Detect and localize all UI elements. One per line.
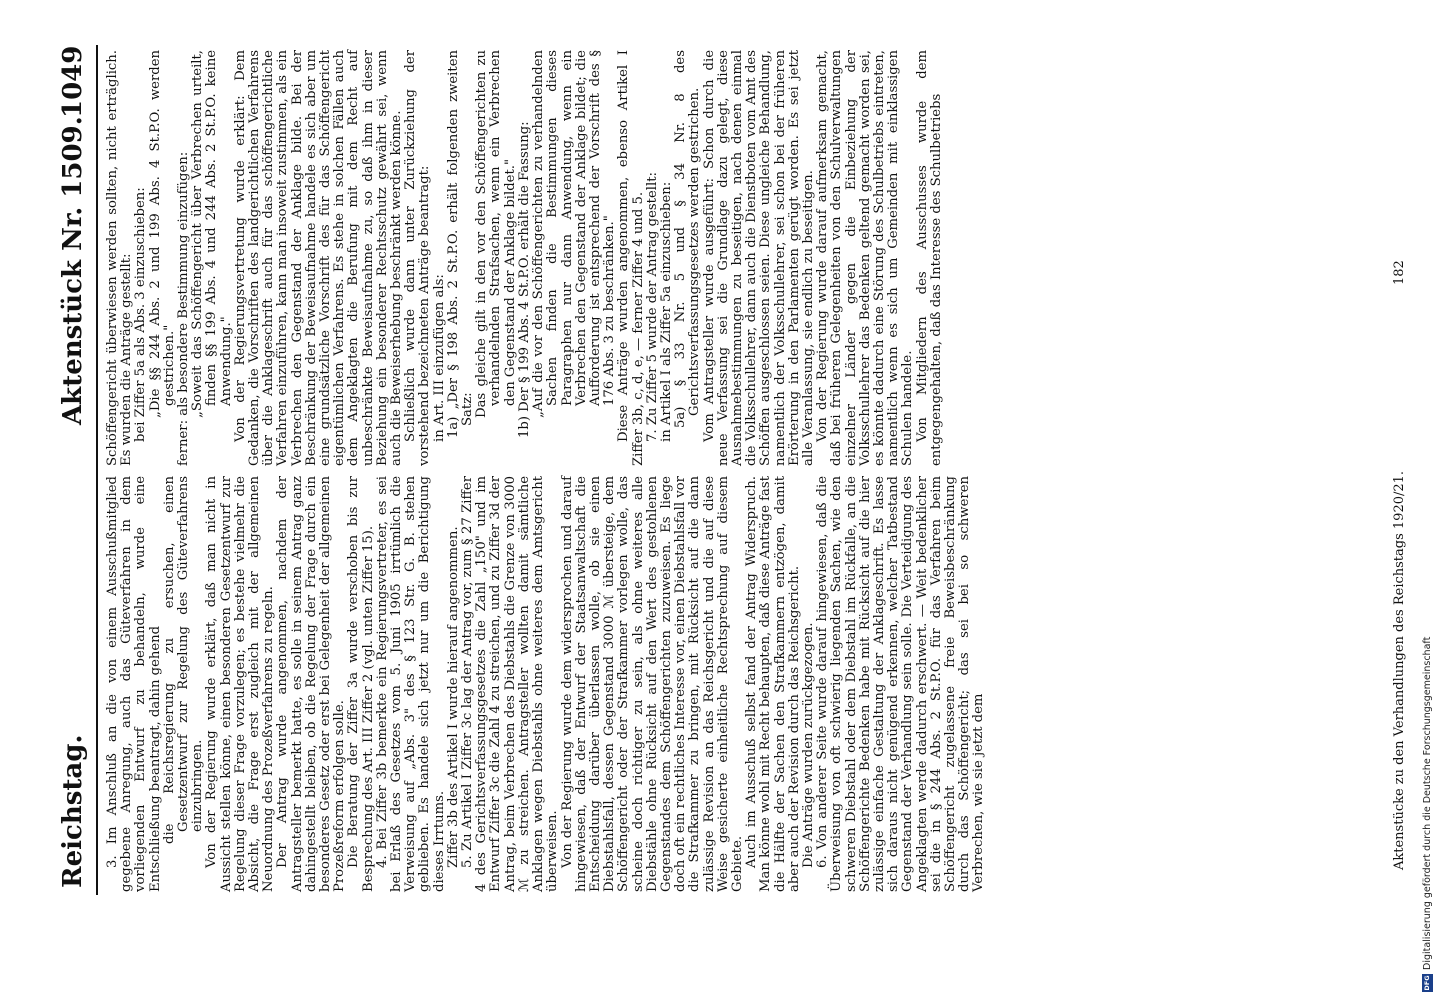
paragraph: 3. Im Anschluß an die von einem Ausschußmitglied gegebene Anregung, auch das Güteverfahren in dem vorliegenden Entwurf zu behandeln, wurde eine Entschließung beantragt, dahin gehend <box>105 476 163 892</box>
paragraph: Die Anträge wurden zurückgezogen. <box>800 622 816 868</box>
paragraph: 5. Zu Artikel I Ziffer 3c lag der Antrag vor, zum § 27 Ziffer 4 des Gerichtsverfassungsgesetzes die Zahl „150" und im Entwurf Ziffer 3c die Zahl 4 zu streichen, und zu Ziffer 3d der Antrag, beim Verbrechen des Diebstahls die Grenze von 3000 ℳ zu streichen. Antragsteller wollten damit sämtliche Anklagen wegen Diebstahls ohne weiteres dem Amtsgericht überweisen. <box>460 476 561 892</box>
dfg-logo-icon: DFG <box>1423 975 1431 991</box>
paragraph: in Art. III einzufügen als: <box>431 274 447 442</box>
paragraph: Diese Anträge wurden angenommen, ebenso Artikel I Ziffer 3b, c, d, e, — ferner Ziffer 4 und 5. <box>616 50 646 466</box>
footer-page-ref: 182 <box>1392 260 1407 285</box>
paragraph: die Reichsregierung zu ersuchen, einen Gesetzentwurf zur Regelung des Güteverfahrens einzubringen. <box>161 476 206 844</box>
paragraph: Von der Regierung wurde erklärt, daß man nicht in Aussicht stellen könne, einen besonderen Gesetzentwurf zur Regelung dieser Frage vorzulegen; es bestehe vielmehr die Absicht, die Frage erst zugleich mit der allgemeinen Neuordnung des Prozeßverfahrens zu regeln. <box>204 476 277 892</box>
paragraph: Ziffer 3b des Artikel I wurde hierauf angenommen. <box>445 526 461 868</box>
paragraph: ferner: als besondere Bestimmung einzufügen: <box>176 151 192 466</box>
paragraph: 7. Zu Ziffer 5 wurde der Antrag gestellt: <box>644 172 660 442</box>
paragraph: 6. Von anderer Seite wurde darauf hingewiesen, daß die Überweisung von oft schwierig liegenden Sachen, wie den schweren Diebstahl oder dem Diebstahl im Rückfalle, an die Schöffengerichte Bedenken habe mit Rücksicht auf die hier zulässige einfache Gestaltung der Anklageschrift. Es lasse sich daraus nicht genügend erkennen, welcher Tatbestand Gegenstand der Verhandlung sein solle. Die Verteidigung des Angeklagten werde dadurch erschwert. — Weit bedenklicher sei die in § 244 Abs. 2 St.P.O. für das Verfahren beim Schöffengericht zugelassene freie Beweisbeschränkung durch das Schöffengericht; das sei bei so schweren Verbrechen, wie sie jetzt dem <box>815 476 987 892</box>
page-number: 1049 <box>58 45 88 118</box>
paragraph: Schließlich wurde dann unter Zurückziehung der vorstehend bezeichneten Anträge beantragt: <box>403 50 433 466</box>
footer-caption: Aktenstücke zu den Verhandlungen des Reichstags 1920/21. <box>1392 470 1407 870</box>
header-left-title: Reichstag. <box>58 734 88 888</box>
paragraph: Der Antrag wurde angenommen, nachdem der Antragsteller bemerkt hatte, es solle in seinem Antrag ganz dahingestellt bleiben, ob die Regelung der Frage durch ein besonderes Gesetz oder erst bei Gelegenheit der allgemeinen Prozeßreform erfolgen solle. <box>275 476 348 892</box>
paragraph: in Artikel I als Ziffer 5a einzuschieben: <box>658 181 674 442</box>
quoted-rule: Das gleiche gilt in den vor den Schöffengerichten zu verhandelnden Strafsachen, wenn ein Verbrechen den Gegenstand der Anklage bildet." <box>474 50 518 418</box>
paragraph: Vom Antragsteller wurde ausgeführt: Schon durch die neue Verfassung sei die Grundlage dazu gelegt, diese Ausnahmebestimmungen zu beseitigen, nach denen einmal die Volksschullehrer, dann auch die Dienstboten vom Amt des Schöffen ausgeschlossen seien. Diese ungleiche Behandlung, namentlich der Volksschullehrer, sei schon bei der früheren Erörterung in den Parlamenten gerügt worden. Es sei jetzt alle Veranlassung, sie endlich zu beseitigen. <box>701 50 816 466</box>
paragraph: Von Mitgliedern des Ausschusses wurde dem entgegengehalten, daß das Interesse des Schulbetriebs <box>914 50 944 466</box>
right-column <box>106 50 944 466</box>
quoted-rule: „Die §§ 244 Abs. 2 und 199 Abs. 4 St.P.O. werden gestrichen." <box>147 50 177 418</box>
header-rule <box>96 45 98 895</box>
digitization-note-text: Digitalisierung gefördert durch die Deutsche Forschungsgemeinschaft <box>1422 636 1433 970</box>
paragraph: Von der Regierung wurde dem widersprochen und darauf hingewiesen, daß der Entwurf der Staatsanwaltschaft die Entscheidung darüber überlassen wolle, ob sie einen Diebstahlsfall, dessen Gegenstand 3000 ℳ übersteige, dem Schöffengericht oder der Strafkammer vorlegen wolle, das scheine doch richtiger zu sein, als ohne weiteres alle Diebstähle ohne Rücksicht auf den Wert des gestohlenen Gegenstandes dem Schöffengerichten zuzuweisen. Es liege doch oft ein rechtliches Interesse vor, einen Diebstahlsfall vor die Strafkammer zu bringen, mit Rücksicht auf die dann zulässige Revision an das Reichsgericht und die auf diese Weise gesicherte einheitliche Rechtsprechung auf diesem Gebiete. <box>559 476 745 892</box>
paragraph: 1a) „Der § 198 Abs. 2 St.P.O. erhält folgenden zweiten Satz: <box>445 50 476 438</box>
paragraph: Von der Regierungsvertretung wurde erklärt: Dem Gedanken, die Vorschriften des landgerichtlichen Verfahrens über die Anklageschrift auch für das schöffengerichtliche Verfahren einzuführen, kann man insoweit zustimmen, als ein Verbrechen den Gegenstand der Anklage bilde. Bei der Beschränkung der Beweisaufnahme handele es sich aber um eine grundsätzliche Vorschrift des für das Schöffengericht eigentümlichen Verfahrens. Es stehe in solchen Fällen auch dem Angeklagten die Berufung mit dem Recht auf unbeschränkte Beweisaufnahme zu, so daß ihm in dieser Beziehung ein besonderer Rechtsschutz gewährt sei, wenn auch die Beweiserhebung beschränkt werden könne. <box>232 50 405 466</box>
quoted-rule: 5a) § 33 Nr. 5 und § 34 Nr. 8 des Gerichtsverfassungsgesetzes werden gestrichen. <box>673 50 703 428</box>
paragraph: Auch im Ausschuß selbst fand der Antrag Widerspruch. Man könne wohl mit Recht behaupten, daß diese Anträge fast die Hälfte der Sachen den Strafkammern entzögen, damit aber auch der Revision durch das Reichsgericht. <box>744 476 802 892</box>
paragraph: Von der Regierung wurde darauf aufmerksam gemacht, daß bei früheren Gelegenheiten von den Schulverwaltungen einzelner Länder gegen die Einbeziehung der Volksschullehrer das Bedenken geltend gemacht worden sei, es könnte dadurch eine Störung des Schulbetriebs eintreten, namentlich wenn es sich um Gemeinden mit einklassigen Schulen handele. <box>815 50 916 466</box>
paragraph: Die Beratung der Ziffer 3a wurde verschoben bis zur Besprechung des Art. III Ziffer 2 (vgl. unten Ziffer 15). <box>346 476 376 892</box>
paragraph: Schöffengericht überwiesen werden sollten, nicht erträglich. Es wurden die Anträge gestellt: <box>105 50 135 466</box>
paragraph: 1b) Der § 199 Abs. 4 St.P.O. erhält die Fassung: <box>516 121 532 438</box>
paragraph: 4. Bei Ziffer 3b bemerkte ein Regierungsvertreter, es sei bei Erlaß des Gesetzes vom 5. Juni 1905 irrtümlich die Verweisung auf „Abs. 3" des § 123 Str. G. B. stehen geblieben. Es handele sich jetzt nur um die Berichtigung dieses Irrtums. <box>374 476 447 892</box>
left-column <box>106 476 987 892</box>
digitization-note <box>1422 637 1433 992</box>
quoted-rule: „Soweit das Schöffengericht über Verbrechen urteilt, finden §§ 199 Abs. 4 und 244 Abs. 2 St.P.O. keine Anwendung." <box>190 50 234 418</box>
paragraph: bei Ziffer 5a als Abs. 3 einzuschieben: <box>133 187 149 442</box>
header-right-title: Aktenstück Nr. 1509. <box>58 116 88 425</box>
quoted-rule: „Auf die vor den Schöffengerichten zu verhandelnden Sachen finden die Bestimmungen dieses Paragraphen nur dann Anwendung, wenn ein Verbrechen den Gegenstand der Anklage bildet; die Aufforderung ist entsprechend der Vorschrift des § 176 Abs. 3 zu beschränken." <box>531 50 618 418</box>
